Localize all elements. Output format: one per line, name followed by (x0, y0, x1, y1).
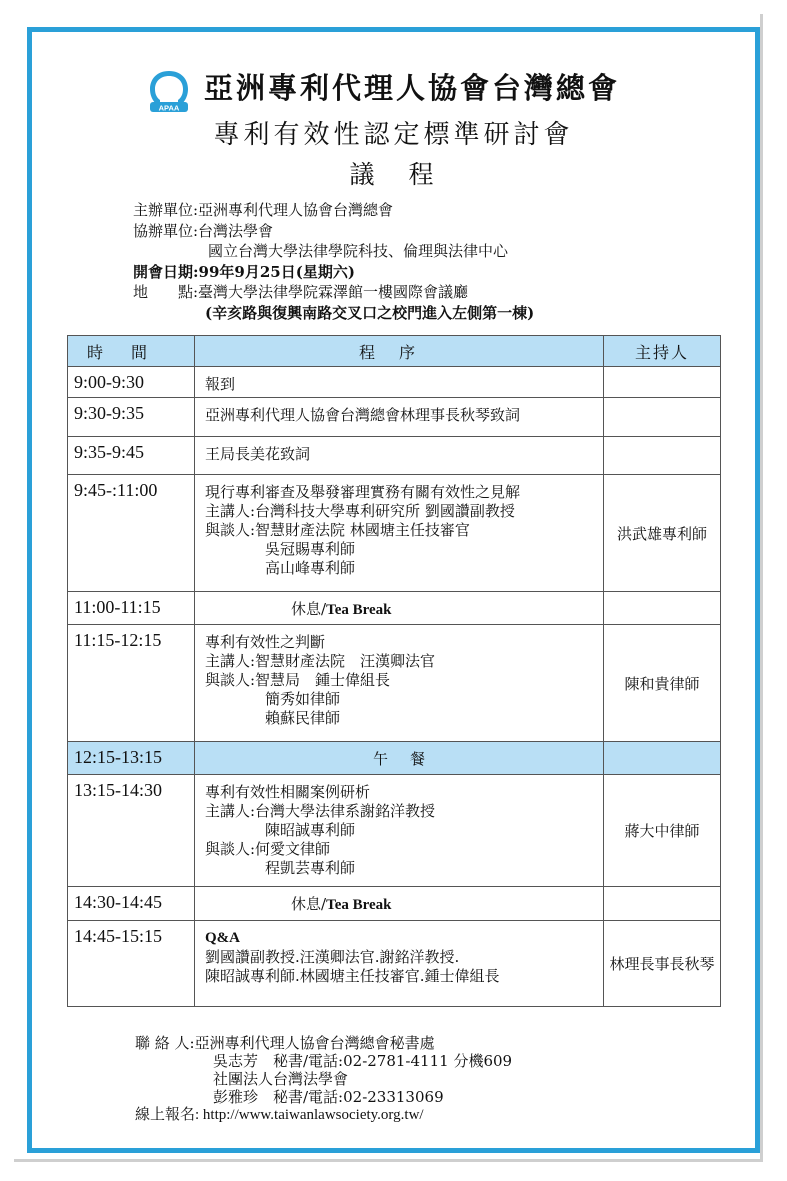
logo-text: APAA (158, 103, 180, 113)
program-cell: 亞洲專利代理人協會台灣總會林理事長秋琴致詞 (195, 398, 604, 437)
co-organizer-2: 國立台灣大學法律學院科技、倫理與法律中心 (208, 242, 509, 260)
program-cell: 王局長美花致詞 (195, 437, 604, 475)
event-title: 專利有效性認定標準研討會 (213, 120, 574, 150)
program-cell: 專利有效性之判斷 主講人:智慧財產法院 汪漢卿法官 與談人:智慧局 鍾士偉組長 簡秀如律師 賴蘇民律師 (195, 625, 604, 742)
org-title: 亞洲專利代理人協會台灣總會 (204, 71, 621, 105)
host-cell (604, 887, 721, 921)
host-cell (604, 437, 721, 475)
contact-line: 聯 絡 人:亞洲專利代理人協會台灣總會秘書處 (135, 1034, 435, 1052)
program-cell: 休息/Tea Break (195, 592, 604, 625)
time-cell: 9:35-9:45 (68, 437, 195, 475)
event-venue: 地 點:臺灣大學法律學院霖澤館一樓國際會議廳 (133, 283, 469, 301)
time-cell: 9:00-9:30 (68, 367, 195, 398)
agenda-table (67, 335, 721, 1007)
agenda-title: 議程 (349, 160, 468, 189)
time-cell: 11:00-11:15 (68, 592, 195, 625)
program-cell: 報到 (195, 367, 604, 398)
contact-line: 社團法人台灣法學會 (213, 1070, 349, 1088)
page-shadow-bottom (14, 1159, 763, 1162)
host-cell: 蔣大中律師 (604, 775, 721, 887)
table-row (68, 367, 721, 398)
header-program: 程序 (195, 336, 604, 367)
table-row (68, 887, 721, 921)
registration-link[interactable]: 線上報名: http://www.taiwanlawsociety.org.tw/ (135, 1107, 424, 1123)
co-organizer-1: 協辦單位:台灣法學會 (133, 221, 274, 240)
host-cell (604, 398, 721, 437)
program-cell: 休息/Tea Break (195, 887, 604, 921)
program-cell: 午餐 (195, 742, 604, 775)
host-cell (604, 742, 721, 775)
contact-line: 吳志芳 秘書/電話:02-2781-4111 分機609 (213, 1052, 513, 1070)
table-header-row (68, 336, 721, 367)
host-cell: 洪武雄專利師 (604, 475, 721, 592)
table-row (68, 592, 721, 625)
host-cell: 陳和貴律師 (604, 625, 721, 742)
apaa-logo-icon (146, 68, 192, 114)
host-cell (604, 367, 721, 398)
host-cell (604, 592, 721, 625)
program-cell: 專利有效性相關案例研析 主講人:台灣大學法律系謝銘洋教授 陳昭誠專利師 與談人:何愛文律師 程凱芸專利師 (195, 775, 604, 887)
time-cell: 11:15-12:15 (68, 625, 195, 742)
time-cell: 14:30-14:45 (68, 887, 195, 921)
table-row-lunch (68, 742, 721, 775)
organizer: 主辦單位:亞洲專利代理人協會台灣總會 (133, 201, 394, 219)
program-cell: 現行專利審查及舉發審理實務有關有效性之見解 主講人:台灣科技大學專利研究所 劉國讚副教授 與談人:智慧財產法院 林國塘主任技審官 吳冠賜專利師 高山峰專利師 (195, 475, 604, 592)
program-cell: Q&A 劉國讚副教授.汪漢卿法官.謝銘洋教授. 陳昭誠專利師.林國塘主任技審官.鍾士偉組長 (195, 921, 604, 1007)
time-cell: 9:30-9:35 (68, 398, 195, 437)
table-row (68, 775, 721, 887)
time-cell: 13:15-14:30 (68, 775, 195, 887)
table-row (68, 475, 721, 592)
header-host: 主持人 (604, 336, 721, 367)
table-row (68, 398, 721, 437)
table-row (68, 921, 721, 1007)
contact-line: 彭雅珍 秘書/電話:02-23313069 (213, 1088, 444, 1106)
table-row (68, 437, 721, 475)
venue-note: (辛亥路與復興南路交叉口之校門進入左側第一棟) (205, 303, 535, 322)
header-time: 時間 (68, 336, 195, 367)
contact-block (135, 1034, 512, 1124)
host-cell: 林理長事長秋琴 (604, 921, 721, 1007)
table-row (68, 625, 721, 742)
time-cell: 14:45-15:15 (68, 921, 195, 1007)
time-cell: 9:45-:11:00 (68, 475, 195, 592)
event-date: 開會日期:99年9月25日(星期六) (133, 262, 355, 281)
event-info (133, 200, 534, 323)
time-cell: 12:15-13:15 (68, 742, 195, 775)
